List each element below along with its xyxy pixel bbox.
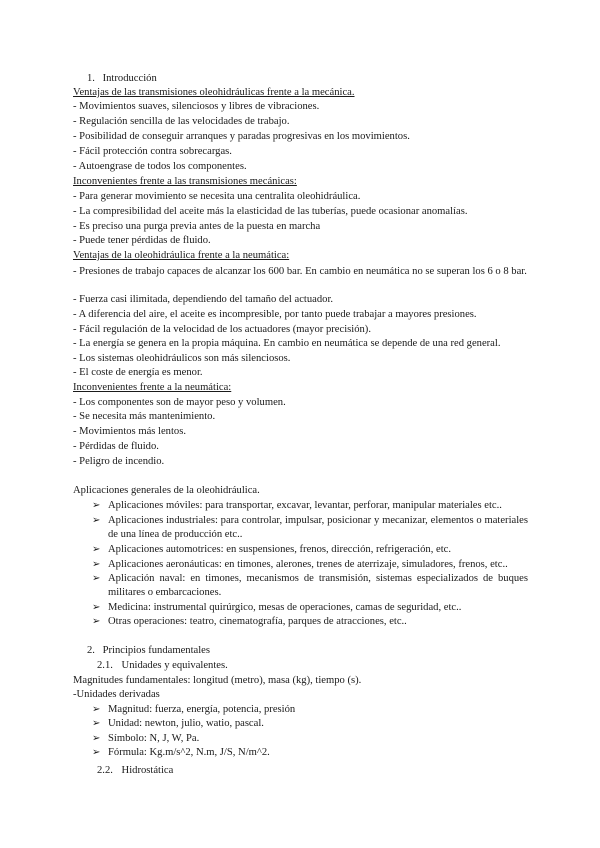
list-item: - La compresibilidad del aceite más la elasticidad de las tuberías, puede ocasionar anomalías. [73,206,468,217]
arrow-bullet-icon: ➢ [92,602,101,613]
list-item: - Fácil regulación de la velocidad de los actuadores (mayor precisión). [73,324,371,335]
derived-units-heading: -Unidades derivadas [73,689,160,700]
subsection-2-1-number: 2.1. [97,660,113,671]
derived-unit-item: Fórmula: Kg.m/s^2, N.m, J/S, N/m^2. [108,747,270,758]
list-item: - Se necesita más mantenimiento. [73,411,216,422]
list-item: - Pérdidas de fluido. [73,441,159,452]
list-item: - Regulación sencilla de las velocidades de trabajo. [73,116,290,127]
list-item: - El coste de energía es menor. [73,367,203,378]
derived-unit-item: Unidad: newton, julio, watio, pascal. [108,718,264,729]
arrow-bullet-icon: ➢ [92,544,101,555]
application-item: Aplicaciones aeronáuticas: en timones, alerones, trenes de aterrizaje, simuladores, frenos, etc.. [108,559,508,570]
fundamental-magnitudes: Magnitudes fundamentales: longitud (metro), masa (kg), tiempo (s). [73,675,362,686]
application-item: Medicina: instrumental quirúrgico, mesas de operaciones, camas de seguridad, etc.. [108,602,462,613]
list-item: - Peligro de incendio. [73,456,165,467]
derived-unit-item: Magnitud: fuerza, energía, potencia, presión [108,704,296,715]
list-item: - Es preciso una purga previa antes de la puesta en marcha [73,221,321,232]
arrow-bullet-icon: ➢ [92,704,101,715]
section-2-number: 2. [87,645,95,656]
list-item: - Movimientos suaves, silenciosos y libres de vibraciones. [73,101,320,112]
list-item: - Movimientos más lentos. [73,426,186,437]
arrow-bullet-icon: ➢ [92,616,101,627]
pneu-disadvantages-heading: Inconvenientes frente a la neumática: [73,382,232,393]
arrow-bullet-icon: ➢ [92,573,101,584]
list-item: - Posibilidad de conseguir arranques y paradas progresivas en los movimientos. [73,131,410,142]
section-1-title: Introducción [102,73,157,84]
arrow-bullet-icon: ➢ [92,718,101,729]
application-item: Otras operaciones: teatro, cinematografía, parques de atracciones, etc.. [108,616,407,627]
application-item: Aplicación naval: en timones, mecanismos de transmisión, sistemas especializados de buques militares o embarcaciones. [108,573,528,598]
arrow-bullet-icon: ➢ [92,559,101,570]
list-item: - Presiones de trabajo capaces de alcanzar los 600 bar. En cambio en neumática no se superan los 6 o 8 bar. [73,266,527,277]
arrow-bullet-icon: ➢ [92,500,101,511]
application-item: Aplicaciones automotrices: en suspensiones, frenos, dirección, refrigeración, etc. [108,544,451,555]
arrow-bullet-icon: ➢ [92,515,101,526]
list-item: - Fácil protección contra sobrecargas. [73,146,232,157]
list-item: - Puede tener pérdidas de fluido. [73,235,211,246]
list-item: - La energía se genera en la propia máquina. En cambio en neumática se depende de una red general. [73,338,501,349]
list-item: - Los componentes son de mayor peso y volumen. [73,397,286,408]
section-1-number: 1. [87,73,95,84]
subsection-2-2-heading [97,764,173,778]
list-item: - Fuerza casi ilimitada, dependiendo del tamaño del actuador. [73,294,334,305]
derived-unit-item: Símbolo: N, J, W, Pa. [108,733,200,744]
application-item: Aplicaciones móviles: para transportar, excavar, levantar, perforar, manipular materiales etc.. [108,500,502,511]
section-1-heading [87,72,157,86]
list-item: - Los sistemas oleohidráulicos son más silenciosos. [73,353,291,364]
subsection-2-1-title: Unidades y equivalentes. [121,660,228,671]
mech-disadvantages-heading: Inconvenientes frente a las transmisiones mecánicas: [73,176,297,187]
subsection-2-1-heading [97,659,228,673]
list-item: - Para generar movimiento se necesita una centralita oleohidráulica. [73,191,361,202]
pneu-advantages-heading: Ventajas de la oleohidráulica frente a la neumática: [73,250,290,261]
list-item: - A diferencia del aire, el aceite es incompresible, por tanto puede trabajar a mayores presiones. [73,309,477,320]
list-item: - Autoengrase de todos los componentes. [73,161,247,172]
subsection-2-2-title: Hidrostática [121,765,174,776]
subsection-2-2-number: 2.2. [97,765,113,776]
mech-advantages-heading: Ventajas de las transmisiones oleohidráulicas frente a la mecánica. [73,87,355,98]
arrow-bullet-icon: ➢ [92,733,101,744]
section-2-heading [87,644,210,658]
section-2-title: Principios fundamentales [102,645,210,656]
arrow-bullet-icon: ➢ [92,747,101,758]
application-item: Aplicaciones industriales: para controlar, impulsar, posicionar y mecanizar, elementos o materiales de una línea de producción etc.. [108,515,528,540]
applications-heading: Aplicaciones generales de la oleohidráulica. [73,485,260,496]
